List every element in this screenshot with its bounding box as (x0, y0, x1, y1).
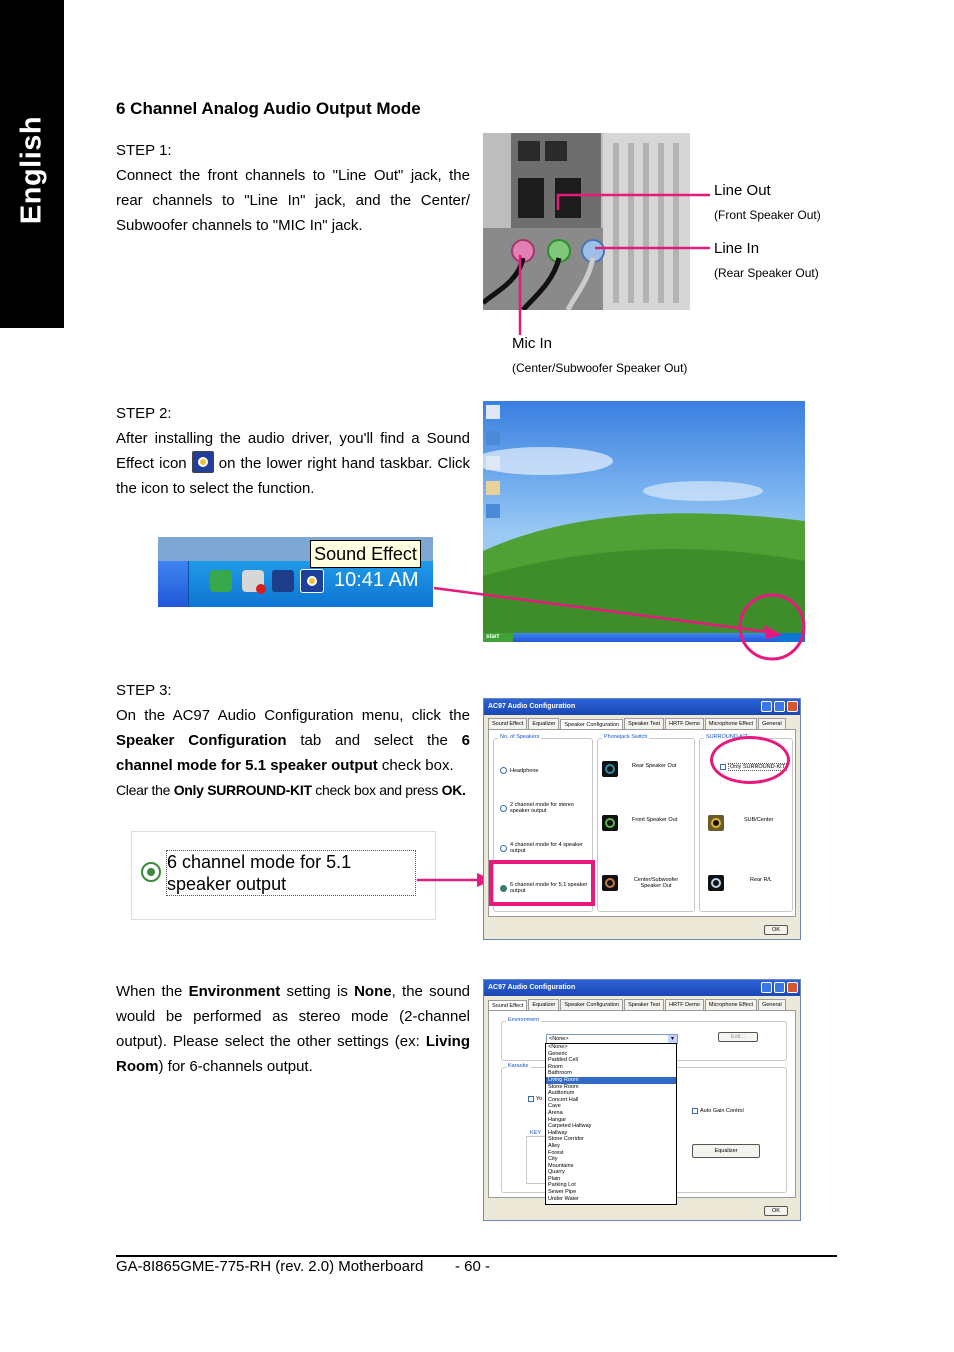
tab-general[interactable]: General (758, 718, 786, 729)
env-dialog-ok-button[interactable]: OK (764, 1206, 788, 1216)
line-out-label: Line Out (714, 182, 771, 199)
sub-center-jack-icon (708, 815, 724, 831)
tab-speaker-test[interactable]: Speaker Test (624, 718, 664, 729)
six-channel-label: 6 channel mode for 5.1 speaker output (510, 882, 588, 894)
environment-option[interactable]: Stone Corridor (548, 1136, 584, 1143)
voice-label: Yo (536, 1096, 543, 1102)
step2-heading: STEP 2: (116, 405, 172, 422)
environment-edit-button[interactable]: Edit... (718, 1032, 758, 1042)
step3-body-2: tab and select the (286, 732, 462, 749)
env-close-icon[interactable] (787, 982, 798, 993)
environment-option[interactable]: Auditorium (548, 1090, 575, 1097)
environment-option[interactable]: Stone Room (548, 1083, 579, 1090)
step3-text (116, 678, 470, 803)
tab-microphone-effect[interactable]: Microphone Effect (705, 718, 757, 729)
center-jack-icon (602, 875, 618, 891)
phonejack-group (597, 734, 695, 912)
step3-body-3: check box. (377, 757, 454, 774)
six-channel-zoom-radio[interactable] (141, 862, 161, 882)
step3-heading: STEP 3: (116, 682, 172, 699)
sound-effect-icon (192, 451, 214, 473)
step3-speaker-config: Speaker Configuration (116, 732, 287, 749)
auto-gain-label: Auto Gain Control (700, 1108, 744, 1114)
step1-text (116, 138, 470, 238)
four-channel-radio[interactable] (500, 845, 507, 852)
mic-in-label: Mic In (512, 335, 553, 352)
env-maximize-icon[interactable] (774, 982, 785, 993)
environment-option[interactable]: Forest (548, 1149, 564, 1156)
dialog-ok-button[interactable]: OK (764, 925, 788, 935)
six-channel-zoom-label: 6 channel mode for 5.1 speaker output (166, 850, 416, 896)
environment-option[interactable]: Concert Hall (548, 1096, 579, 1103)
env-text-4: ) for 6-channels output. (158, 1058, 313, 1075)
line-out-sublabel: (Front Speaker Out) (714, 208, 821, 222)
step1-body: Connect the front channels to "Line Out" jack, the rear channels to "Line In" jack, and the Center/ Subwoofer channels to "MIC In" jack. (116, 167, 470, 234)
step1-heading: STEP 1: (116, 142, 172, 159)
environment-option[interactable]: Cave (548, 1103, 561, 1110)
headphone-label: Headphone (510, 768, 539, 774)
tab-speaker-configuration[interactable]: Speaker Configuration (560, 719, 623, 730)
jack-callout-lines (480, 160, 720, 340)
environment-option[interactable]: Bathroom (548, 1070, 572, 1077)
chevron-down-icon[interactable]: ▾ (668, 1035, 677, 1043)
env-text-living-room: Living Room (116, 1033, 470, 1075)
headphone-radio[interactable] (500, 767, 507, 774)
mic-in-sublabel: (Center/Subwoofer Speaker Out) (512, 361, 688, 375)
surround-kit-highlight (710, 736, 790, 784)
env-tab-speaker-test[interactable]: Speaker Test (624, 999, 664, 1010)
env-text-none: None (354, 983, 392, 1000)
env-tab-speaker-configuration[interactable]: Speaker Configuration (560, 999, 623, 1010)
tray-status-icon[interactable] (242, 570, 264, 592)
env-text-2: setting is (280, 983, 355, 1000)
environment-option[interactable]: Quarry (548, 1169, 565, 1176)
environment-dropdown-list (545, 1043, 677, 1205)
line-in-sublabel: (Rear Speaker Out) (714, 266, 819, 280)
environment-option[interactable]: Arena (548, 1109, 563, 1116)
rear-jack-label: Rear Speaker Out (632, 763, 677, 769)
environment-option[interactable]: Under Water (548, 1195, 579, 1202)
two-channel-radio[interactable] (500, 805, 507, 812)
minimize-icon[interactable] (761, 701, 772, 712)
equalizer-button[interactable]: Equalizer (692, 1144, 760, 1158)
four-channel-label: 4 channel mode for 4 speaker output (510, 842, 583, 854)
sound-effect-tooltip: Sound Effect (310, 540, 421, 568)
phonejack-group-label: Phonejack Switch (604, 734, 648, 740)
environment-option[interactable]: Hangar (548, 1116, 567, 1123)
rear-rl-label: Rear R/L (750, 877, 773, 883)
tab-equalizer[interactable]: Equalizer (528, 718, 559, 729)
environment-option[interactable]: Alley (548, 1142, 560, 1149)
dialog-title: AC97 Audio Configuration (488, 703, 576, 710)
center-jack-label: Center/Subwoofer Speaker Out (633, 877, 679, 889)
env-text-3: , the sound would be performed as stereo mode (2-channel output). Please select the other settings (ex: (116, 983, 471, 1050)
environment-text (116, 979, 470, 1079)
env-tab-microphone-effect[interactable]: Microphone Effect (705, 999, 757, 1010)
dialog-titlebar (484, 699, 800, 715)
language-side-tab (0, 0, 64, 328)
voice-checkbox[interactable] (528, 1096, 534, 1102)
karaoke-group-label: Karaoke (508, 1063, 529, 1069)
environment-option[interactable]: Plain (548, 1175, 561, 1182)
env-tab-general[interactable]: General (758, 999, 786, 1010)
auto-gain-checkbox[interactable] (692, 1108, 698, 1114)
env-text-1: When the (116, 983, 189, 1000)
environment-option[interactable]: Mountains (548, 1162, 574, 1169)
rear-jack-icon (602, 761, 618, 777)
sub-center-label: SUB/Center (744, 817, 774, 823)
speakers-group-label: No. of Speakers (500, 734, 540, 740)
front-jack-label: Front Speaker Out (632, 817, 678, 823)
environment-option[interactable]: Hallway (548, 1129, 568, 1136)
env-dialog-title: AC97 Audio Configuration (488, 984, 576, 991)
step3-body-1: On the AC97 Audio Configuration menu, click the (116, 707, 470, 724)
taskbar-zoom (158, 537, 433, 607)
environment-option[interactable]: <None> (548, 1044, 568, 1050)
environment-option[interactable]: Padded Cell (548, 1057, 578, 1064)
environment-option[interactable]: Carpeted Hallway (548, 1123, 592, 1130)
environment-option[interactable]: Sewer Pipe (548, 1189, 577, 1196)
step3-body-4: Clear the (116, 782, 174, 798)
tray-sound-effect-icon[interactable] (300, 569, 324, 593)
tab-sound-effect[interactable]: Sound Effect (488, 718, 527, 729)
front-jack-icon (602, 815, 618, 831)
step3-ok: OK. (441, 782, 466, 798)
step2-text (116, 401, 470, 501)
step2-body-part2: on the lower right hand taskbar. Click the icon to select the function. (116, 455, 471, 497)
start-button[interactable]: start (483, 633, 513, 642)
key-label: KEY (530, 1130, 542, 1136)
tray-network-icon[interactable] (210, 570, 232, 592)
section-title: 6 Channel Analog Audio Output Mode (116, 99, 421, 118)
taskbar-clock: 10:41 AM (334, 569, 419, 591)
step3-body-5: check box and press (311, 782, 442, 798)
six-channel-zoom (131, 831, 436, 920)
tab-hrtf-demo[interactable]: HRTF Demo (665, 718, 704, 729)
environment-option[interactable]: Generic (548, 1050, 568, 1057)
environment-option[interactable]: Room (548, 1063, 563, 1070)
environment-option[interactable]: City (548, 1156, 558, 1163)
env-tab-hrtf-demo[interactable]: HRTF Demo (665, 999, 704, 1010)
footer-model: GA-8I865GME-775-RH (rev. 2.0) Motherboard (116, 1258, 424, 1275)
step2-callout (420, 575, 820, 665)
environment-option[interactable]: Living Room (546, 1077, 676, 1084)
env-dialog-titlebar (484, 980, 800, 996)
env-dialog-tabs (484, 996, 800, 1010)
language-label: English (15, 115, 48, 225)
maximize-icon[interactable] (774, 701, 785, 712)
line-in-label: Line In (714, 240, 760, 257)
environment-option[interactable]: Parking Lot (548, 1182, 576, 1189)
step2-body-part1: After installing the audio driver, you'll find a Sound Effect icon (116, 430, 470, 472)
surround-group-label: SURROUND-KIT (706, 734, 749, 740)
env-tab-equalizer[interactable]: Equalizer (528, 999, 559, 1010)
two-channel-label: 2 channel mode for stereo speaker output (510, 802, 574, 814)
environment-group-label: Environment (508, 1017, 539, 1023)
environment-selected: <None> (549, 1036, 569, 1042)
six-channel-highlight (489, 860, 595, 906)
step3-six-channel: 6 channel mode for 5.1 speaker output (116, 732, 470, 774)
env-text-environment: Environment (188, 983, 281, 1000)
tray-device-icon[interactable] (272, 570, 294, 592)
env-tab-sound-effect[interactable]: Sound Effect (488, 1000, 527, 1011)
step3-surround-kit: Only SURROUND-KIT (173, 782, 312, 798)
surround-kit-label: Only SURROUND-KIT (730, 764, 786, 770)
environment-dialog (483, 979, 801, 1221)
close-icon[interactable] (787, 701, 798, 712)
dialog-tabs (484, 715, 800, 729)
footer-page-number: - 60 - (455, 1258, 491, 1275)
env-minimize-icon[interactable] (761, 982, 772, 993)
rear-rl-jack-icon (708, 875, 724, 891)
